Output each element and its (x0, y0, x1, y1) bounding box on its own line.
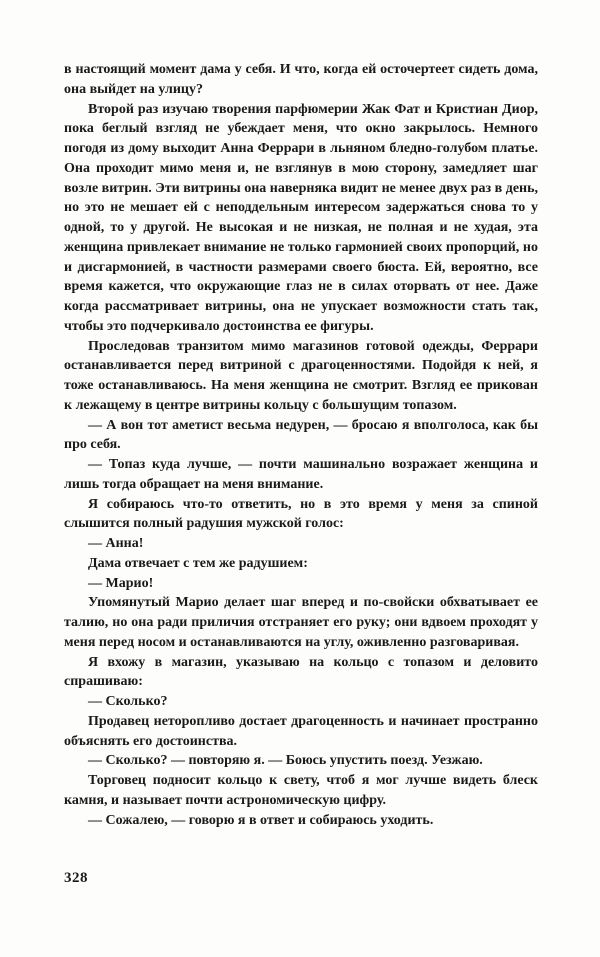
paragraph: в настоящий момент дама у себя. И что, когда ей осточертеет сидеть дома, она выйдет на улицу? (64, 62, 538, 97)
paragraph: — Сожалею, — говорю я в ответ и собираюсь уходить. (88, 812, 434, 828)
paragraph: Я собираюсь что-то ответить, но в это время у меня за спиной слышится полный радушия мужской голос: (64, 496, 538, 532)
paragraph: Торговец подносит кольцо к свету, чтоб я мог лучше видеть блеск камня, и называет почти астрономическую цифру. (64, 773, 538, 808)
paragraph: Дама отвечает с тем же радушием: (88, 555, 308, 571)
page-number: 328 (64, 870, 88, 886)
paragraph: — Марио! (88, 575, 154, 591)
paragraph: — Топаз куда лучше, — почти машинально возражает женщина и лишь тогда обращает на меня внимание. (64, 457, 538, 492)
body-text (64, 60, 538, 830)
paragraph: — Анна! (88, 536, 144, 551)
paragraph: Упомянутый Марио делает шаг вперед и по-свойски обхватывает ее талию, но она ради приличия отстраняет его руку; они вдвоем проходят у меня перед носом и останавливаются на углу, оживленно разговаривая. (64, 595, 538, 650)
paragraph: — Сколько? (88, 694, 168, 709)
paragraph: Второй раз изучаю творения парфюмерии Жак Фат и Кристиан Диор, пока беглый взгляд не убеждает меня, что окно закрылось. Немного погодя из дому выходит Анна Феррари в льняном бледно-голубом платье. Она проходит мимо меня и, не взглянув в мою сторону, замедляет шаг возле витрин. Эти витрины она наверняка видит не менее двух раз в день, но это не мешает ей с неподдельным интересом задержаться снова то у одной, то у другой. Не высокая и не низкая, не полная и не худая, эта женщина привлекает внимание не только гармонией своих пропорций, но и дисгармонией, в частности размерами своего бюста. Ей, вероятно, все время кажется, что окружающие глаз не в силах оторвать от нее. Даже когда рассматривает витрины, она не упускает возможности стать так, чтобы это подчеркивало достоинства ее фигуры. (64, 101, 538, 334)
paragraph: — А вон тот аметист весьма недурен, — бросаю я вполголоса, как бы про себя. (64, 417, 538, 453)
paragraph: — Сколько? — повторяю я. — Боюсь упустить поезд. Уезжаю. (88, 753, 483, 769)
paragraph: Продавец неторопливо достает драгоценность и начинает пространно объяснять его достоинства. (64, 713, 538, 749)
paragraph: Я вхожу в магазин, указываю на кольцо с топазом и деловито спрашиваю: (64, 654, 538, 690)
paragraph: Проследовав транзитом мимо магазинов готовой одежды, Феррари останавливается перед витриной с драгоценностями. Подойдя к ней, я тоже останавливаюсь. На меня женщина не смотрит. Взгляд ее прикован к лежащему в центре витрины кольцу с большущим топазом. (64, 338, 538, 413)
